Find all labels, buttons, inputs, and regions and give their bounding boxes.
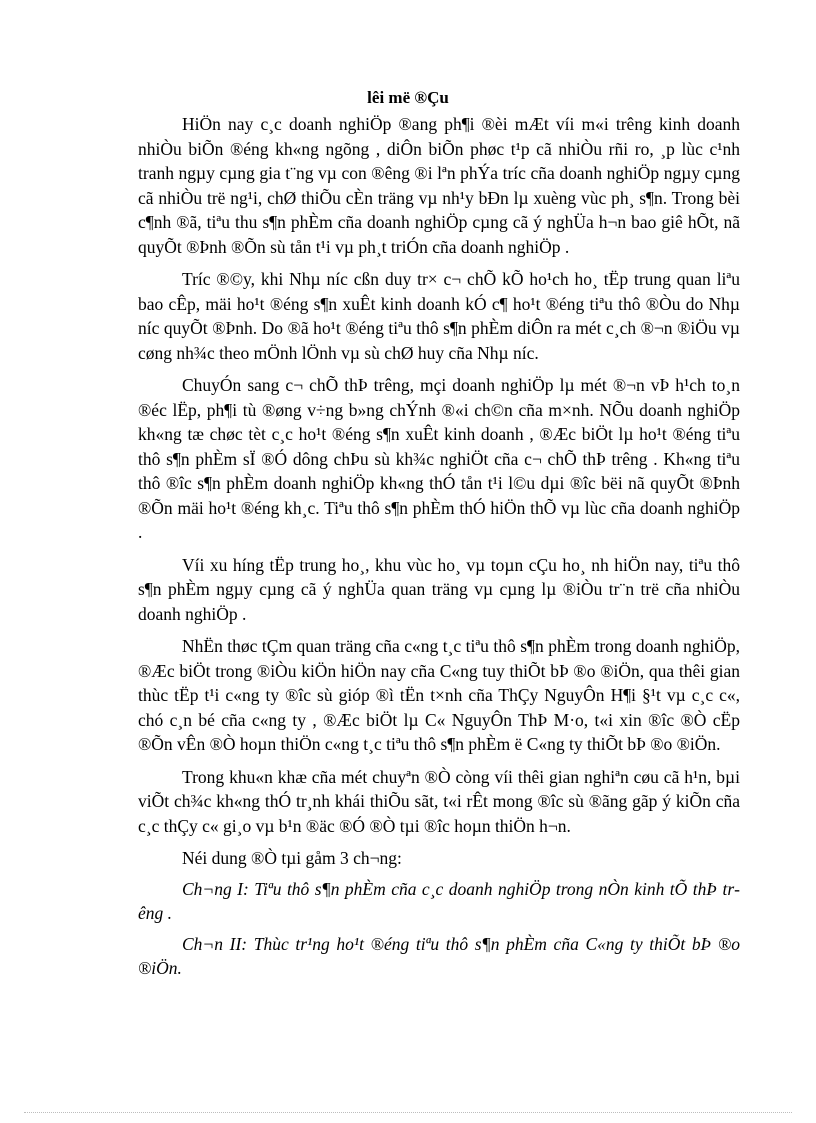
chapter-item: Ch¬n II: Thùc tr¹ng ho¹t ®éng tiªu thô s¶n phÈm cña C«ng ty thiÕt bÞ ®o ®iÖn.	[138, 933, 740, 978]
paragraph: ChuyÓn sang c¬ chÕ thÞ trêng, mçi doanh nghiÖp lµ mét ®¬n vÞ h¹ch to¸n ®éc lËp, ph¶i tù ®øng v÷ng b»ng chÝnh ®«i ch©n cña m×nh. NÕu doanh nghiÖp kh«ng tæ chøc tèt c¸c ho¹t ®éng s¶n xuÊt kinh doanh , ®Æc biÖt lµ ho¹t ®éng tiªu thô s¶n phÈm sÏ ®Ó dông chÞu sù kh¾c nghiÖt cña c¬ chÕ thÞ trêng . Kh«ng tiªu thô ®îc s¶n phÈm doanh nghiÖp kh«ng thÓ tån t¹i l©u dµi ®îc bëi nã quyÕt ®Þnh ®Õn mäi ho¹t ®éng kh¸c. Tiªu thô s¶n phÈm thÓ hiÖn thÕ vµ lùc cña doanh nghiÖp .	[138, 375, 740, 542]
document-title: lêi më ®Çu	[367, 88, 449, 107]
page-bottom-divider	[24, 1112, 792, 1113]
paragraph: Trong khu«n khæ cña mét chuyªn ®Ò còng víi thêi gian nghiªn cøu cã h¹n, bµi viÕt ch¾c kh«ng thÓ tr¸nh khái thiÕu sãt, t«i rÊt mong ®îc sù ®ãng gãp ý kiÕn cña c¸c thÇy c« gi¸o vµ b¹n ®äc ®Ó ®Ò tµi ®îc hoµn thiÖn h¬n.	[138, 766, 740, 836]
paragraph: HiÖn nay c¸c doanh nghiÖp ®ang ph¶i ®èi mÆt víi m«i trêng kinh doanh nhiÒu biÕn ®éng kh«ng ngõng , diÔn biÕn phøc t¹p cã nhiÒu rñi ro, ¸p lùc c¹nh tranh ngµy cµng gia t¨ng vµ con ®êng ®i lªn phÝa tríc cña doanh nghiÖp ngµy cµng cã nhiÒu trë ng¹i, chØ thiÕu cÈn träng vµ nh¹y bÐn lµ xuèng vùc ph¸ s¶n. Trong bèi c¶nh ®ã, tiªu thu s¶n phÈm cña doanh nghiÖp cµng cã ý nghÜa h¬n bao giê hÕt, nã quyÕt ®Þnh ®Õn sù tån t¹i vµ ph¸t triÓn cña doanh nghiÖp .	[138, 114, 740, 257]
document-body	[138, 112, 740, 987]
paragraph: Víi xu híng tËp trung ho¸, khu vùc ho¸ vµ toµn cÇu ho¸ nh hiÖn nay, tiªu thô s¶n phÈm ngµy cµng cã ý nghÜa quan träng vµ cµng lµ ®iÒu tr¨n trë cña nhiÒu doanh nghiÖp .	[138, 554, 740, 624]
chapter-item: Ch¬ng I: Tiªu thô s¶n phÈm cña c¸c doanh nghiÖp trong nÒn kinh tÕ thÞ trêng .	[138, 878, 740, 923]
paragraph: Néi dung ®Ò tµi gåm 3 ch¬ng:	[182, 848, 402, 868]
paragraph: NhËn thøc tÇm quan träng cña c«ng t¸c tiªu thô s¶n phÈm trong doanh nghiÖp, ®Æc biÖt trong ®iÒu kiÖn hiÖn nay cña C«ng tuy thiÕt bÞ ®o ®iÖn, qua thêi gian thùc tËp t¹i c«ng ty ®îc sù gióp ®ì tËn t×nh cña ThÇy NguyÔn H¶i §¹t vµ c¸c c«, chó c¸n bé cña c«ng ty , ®Æc biÖt lµ C« NguyÔn ThÞ M·o, t«i xin ®îc ®Ò cËp ®Õn vÊn ®Ò hoµn thiÖn c«ng t¸c tiªu thô s¶n phÈm ë C«ng ty thiÕt bÞ ®o ®iÖn.	[138, 636, 740, 754]
paragraph: Tríc ®©y, khi Nhµ níc cßn duy tr× c¬ chÕ kÕ ho¹ch ho¸ tËp trung quan liªu bao cÊp, mäi ho¹t ®éng s¶n xuÊt kinh doanh kÓ c¶ ho¹t ®éng tiªu thô ®Òu do Nhµ níc quyÕt ®Þnh. Do ®ã ho¹t ®éng tiªu thô s¶n phÈm diÔn ra mét c¸ch ®¬n ®iÖu vµ cøng nh¾c theo mÖnh lÖnh vµ sù chØ huy cña Nhµ níc.	[138, 269, 740, 363]
